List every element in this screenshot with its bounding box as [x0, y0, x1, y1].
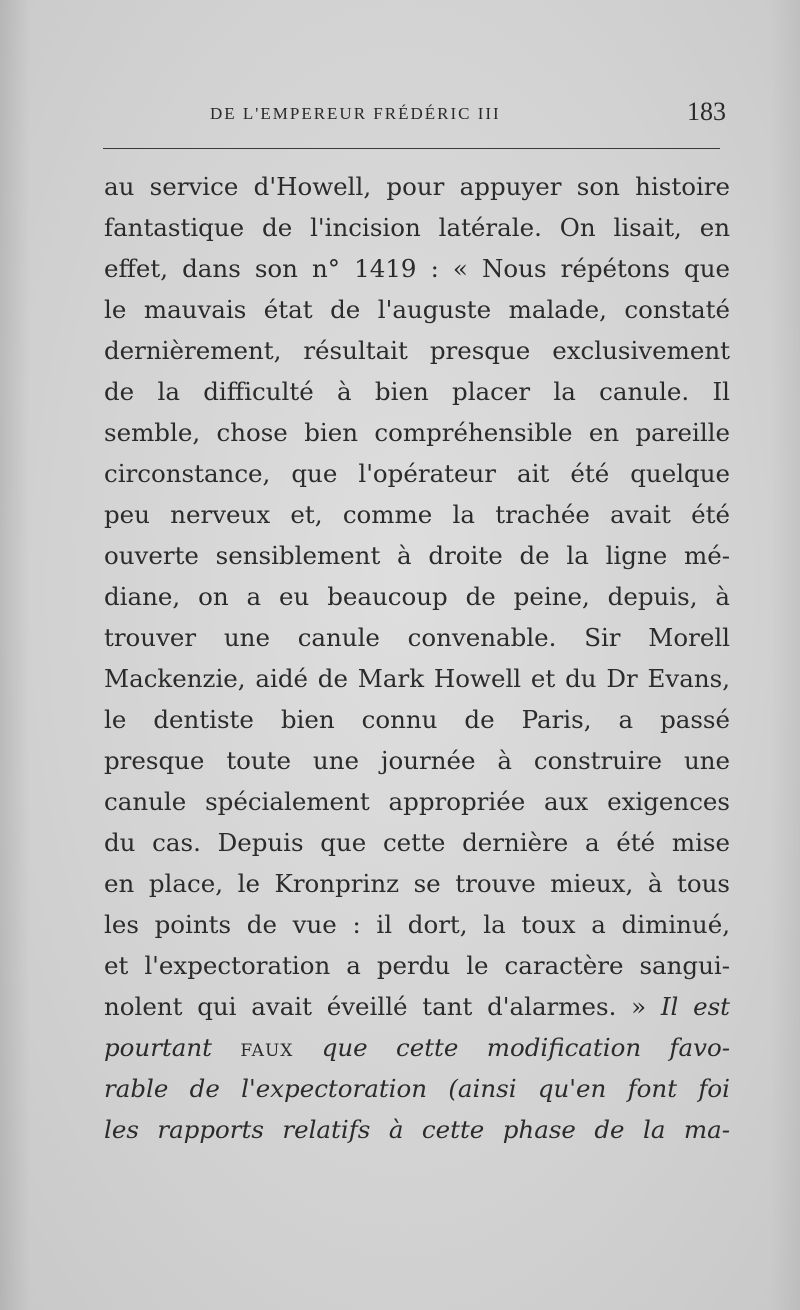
text-italic: pourtant	[104, 1033, 213, 1062]
text-line: au service d'Howell, pour appuyer son histoire	[104, 172, 730, 201]
text-italic: que cette modification favo-	[321, 1033, 730, 1062]
text-line: de la difficulté à bien placer la canule. Il	[104, 377, 730, 406]
text-line-mixed	[104, 986, 730, 1027]
text-line: effet, dans son n° 1419 : « Nous répétons que	[104, 254, 730, 283]
text-small-caps: faux	[240, 1033, 294, 1062]
body-text	[104, 166, 730, 1150]
text-line: diane, on a eu beaucoup de peine, depuis, à	[104, 582, 730, 611]
text-line: canule spécialement appropriée aux exigences	[104, 787, 730, 816]
page-number: 183	[687, 97, 726, 126]
text-line: semble, chose bien compréhensible en pareille	[104, 418, 730, 447]
text-italic: Il est	[660, 992, 730, 1021]
text-line: et l'expectoration a perdu le caractère sangui-	[104, 951, 730, 980]
text-line: le dentiste bien connu de Paris, a passé	[104, 705, 730, 734]
text-line: le mauvais état de l'auguste malade, constaté	[104, 295, 730, 324]
text-line: du cas. Depuis que cette dernière a été mise	[104, 828, 730, 857]
text-line: trouver une canule convenable. Sir Morell	[104, 623, 730, 652]
text-line: fantastique de l'incision latérale. On lisait, en	[104, 213, 730, 242]
text-line: dernièrement, résultait presque exclusivement	[104, 336, 730, 365]
text-line: ouverte sensiblement à droite de la ligne mé-	[104, 541, 730, 570]
text-line: Mackenzie, aidé de Mark Howell et du Dr Evans,	[104, 664, 730, 693]
text-line: circonstance, que l'opérateur ait été quelque	[104, 459, 730, 488]
text-line: les points de vue : il dort, la toux a diminué,	[104, 910, 730, 939]
page-edge-shadow-left	[0, 0, 30, 1310]
text-line: peu nerveux et, comme la trachée avait été	[104, 500, 730, 529]
running-title: DE L'EMPEREUR FRÉDÉRIC III	[210, 104, 501, 123]
text-line-mixed	[104, 1027, 730, 1068]
text-line: en place, le Kronprinz se trouve mieux, à tous	[104, 869, 730, 898]
text-line: presque toute une journée à construire une	[104, 746, 730, 775]
page-edge-shadow-right	[770, 0, 800, 1310]
text-line-italic: les rapports relatifs à cette phase de la ma-	[104, 1115, 730, 1144]
header-rule	[103, 148, 720, 149]
text-roman: nolent qui avait éveillé tant d'alarmes. »	[104, 992, 647, 1021]
text-line-italic: rable de l'expectoration (ainsi qu'en font foi	[104, 1074, 730, 1103]
